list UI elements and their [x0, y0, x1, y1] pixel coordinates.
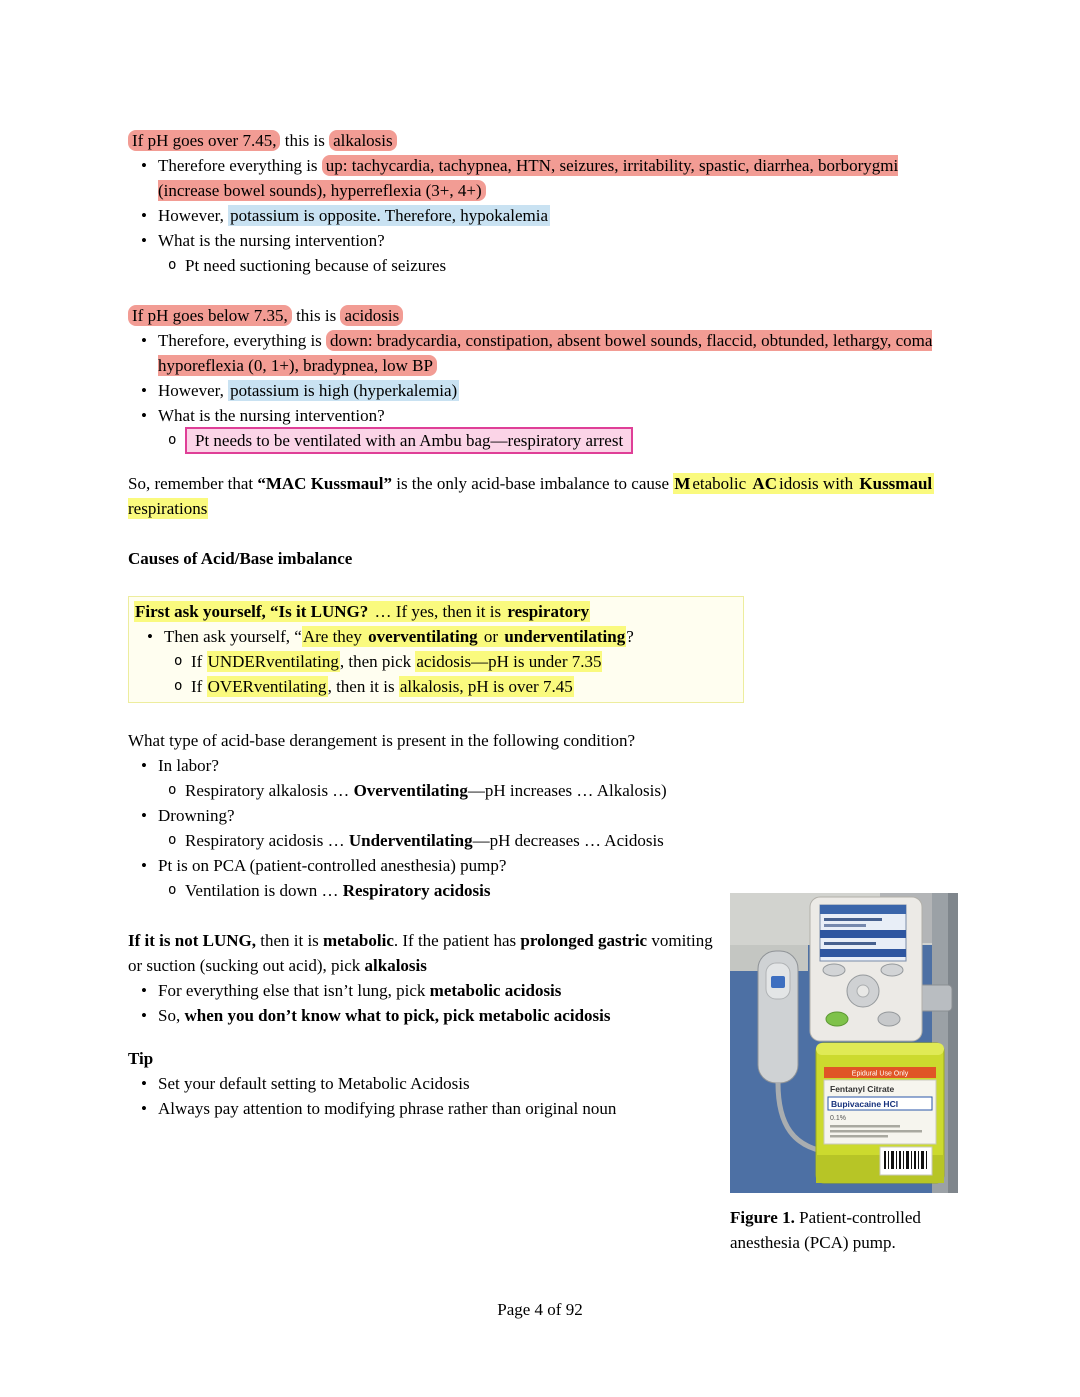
text-segment: So, — [158, 1006, 185, 1025]
text-segment: If — [191, 677, 207, 696]
text-segment: Underventilating — [348, 831, 473, 850]
text-segment: Drowning? — [158, 806, 235, 825]
spacer — [128, 571, 958, 596]
paragraph — [128, 928, 713, 978]
list-item — [128, 1003, 713, 1028]
paragraph — [134, 599, 738, 624]
bullet-marker: o — [168, 782, 177, 798]
text-segment: potassium is opposite. Therefore, hypokalemia — [230, 206, 549, 225]
text-segment: Kussmaul — [859, 474, 933, 493]
bullet-marker: o — [168, 432, 177, 448]
section-heading — [128, 546, 958, 571]
text-segment: Respiratory acidosis … — [185, 831, 349, 850]
pump-stop-button — [878, 1012, 900, 1026]
text-segment: overventilating — [368, 627, 478, 646]
concentration-text: 0.1% — [830, 1115, 846, 1122]
pump-device — [810, 897, 922, 1041]
paragraph — [128, 728, 958, 753]
text-segment: Therefore, everything is — [158, 331, 327, 350]
text-segment: ? — [626, 627, 634, 646]
page-number: Page 4 of 92 — [497, 1300, 583, 1319]
text-segment: Respiratory acidosis — [342, 881, 491, 900]
epidural-banner-text: Epidural Use Only — [851, 1070, 909, 1078]
text-segment: OVERventilating — [207, 677, 327, 696]
list-item — [128, 803, 958, 828]
bullet-marker: o — [168, 832, 177, 848]
text-segment: acidosis — [340, 305, 403, 326]
text-segment: up: tachycardia, tachypnea, HTN, seizures, irritability, spastic, diarrhea, borborygmi (increase bowel sounds), hyperreflexia (3+, 4+) — [158, 156, 899, 200]
spacer — [128, 703, 958, 728]
text-segment: acidosis—pH is under 7.35 — [416, 652, 602, 671]
text-segment: However, — [158, 206, 229, 225]
pole-clamp — [918, 985, 952, 1011]
text-segment: … If yes, then it is — [370, 602, 506, 621]
text-segment: If it is not LUNG, — [128, 931, 256, 950]
text-segment: when you don’t know what to pick, pick metabolic acidosis — [184, 1006, 611, 1025]
text-segment: , then it is — [327, 677, 399, 696]
pca-pump-illustration — [730, 893, 958, 1193]
text-segment: If pH goes below 7.35, — [128, 305, 292, 326]
text-segment: Set your default setting to Metabolic Acidosis — [158, 1074, 470, 1093]
sub-list-item — [128, 428, 958, 453]
list-item — [128, 753, 958, 778]
spacer — [128, 453, 958, 471]
text-segment: this is — [291, 306, 341, 325]
bullet-marker: • — [141, 406, 147, 425]
text-segment: Therefore everything is — [158, 156, 322, 175]
text-segment: AC — [752, 474, 777, 493]
text-segment: . If the patient has — [393, 931, 521, 950]
text-segment: UNDERventilating — [207, 652, 339, 671]
text-segment: What is the nursing intervention? — [158, 406, 385, 425]
text-segment: If — [191, 652, 207, 671]
list-item — [128, 228, 958, 253]
callout-box — [128, 596, 744, 703]
text-segment: In labor? — [158, 756, 219, 775]
text-segment: —pH decreases … Acidosis — [472, 831, 664, 850]
spacer — [128, 278, 958, 303]
figure-caption — [730, 1205, 925, 1255]
text-segment: Pt need suctioning because of seizures — [185, 256, 447, 275]
text-segment: If pH goes over 7.45, — [128, 130, 280, 151]
bupivacaine-label-text: Bupivacaine HCl — [831, 1099, 899, 1109]
paragraph — [128, 471, 958, 521]
list-item — [128, 403, 958, 428]
paragraph — [128, 128, 958, 153]
list-item — [128, 203, 958, 228]
bullet-marker: • — [141, 381, 147, 400]
list-item — [128, 378, 958, 403]
sub-list-item — [128, 828, 958, 853]
bullet-marker: • — [141, 206, 147, 225]
text-segment: respirations — [128, 473, 934, 519]
text-segment: vomiting or suction (sucking out acid), pick — [128, 931, 713, 975]
text-segment: M — [674, 474, 691, 493]
text-segment: idosis with — [778, 474, 858, 493]
text-segment: What is the nursing intervention? — [158, 231, 385, 250]
paragraph — [128, 303, 958, 328]
text-segment: then it is — [255, 931, 324, 950]
text-segment: alkalosis — [364, 956, 427, 975]
pca-pump-photo — [730, 893, 958, 1193]
text-segment: metabolic — [323, 931, 394, 950]
text-segment: respiratory — [507, 602, 590, 621]
text-segment: this is — [280, 131, 330, 150]
text-segment: metabolic acidosis — [429, 981, 562, 1000]
bullet-marker: • — [141, 231, 147, 250]
spacer — [128, 521, 958, 546]
text-segment: Ventilation is down … — [185, 881, 343, 900]
bullet-marker: o — [168, 257, 177, 273]
text-segment: Always pay attention to modifying phrase rather than original noun — [158, 1099, 617, 1118]
text-segment: prolonged gastric — [520, 931, 648, 950]
bullet-marker: • — [141, 1074, 147, 1093]
bullet-marker: • — [141, 156, 147, 175]
bullet-marker: o — [174, 653, 183, 669]
text-segment: Pt is on PCA (patient-controlled anesthesia) pump? — [158, 856, 507, 875]
remote-button — [771, 976, 785, 988]
figure-caption-text: Patient-controlled anesthesia (PCA) pump. — [730, 1208, 921, 1252]
text-segment: alkalosis, pH is over 7.45 — [399, 677, 573, 696]
barcode — [880, 1147, 932, 1175]
text-segment: underventilating — [504, 627, 626, 646]
sub-list-item — [134, 674, 738, 699]
text-segment: First ask yourself, “Is it LUNG? — [135, 602, 369, 621]
text-segment: , then pick — [339, 652, 416, 671]
sub-list-item — [134, 649, 738, 674]
bullet-marker: • — [141, 856, 147, 875]
list-item — [134, 624, 738, 649]
text-segment: —pH increases … Alkalosis) — [467, 781, 667, 800]
text-segment: So, remember that — [128, 474, 258, 493]
pump-start-button — [826, 1012, 848, 1026]
list-item — [128, 978, 713, 1003]
bullet-marker: • — [141, 331, 147, 350]
text-segment: Overventilating — [353, 781, 468, 800]
bullet-marker: o — [168, 882, 177, 898]
text-segment: potassium is high (hyperkalemia) — [230, 381, 458, 400]
pump-soft-key-left — [823, 964, 845, 976]
text-segment: Respiratory alkalosis … — [185, 781, 354, 800]
sub-list-item — [128, 778, 958, 803]
bullet-marker: o — [174, 678, 183, 694]
list-item — [128, 1071, 713, 1096]
bullet-marker: • — [141, 806, 147, 825]
text-segment: down: bradycardia, constipation, absent bowel sounds, flaccid, obtunded, lethargy, coma hyporeflexia (0, 1+), bradypnea, low BP — [158, 331, 933, 375]
fentanyl-label-text: Fentanyl Citrate — [830, 1084, 895, 1094]
bullet-marker: • — [141, 1099, 147, 1118]
sub-list-item — [128, 253, 958, 278]
medication-cassette — [816, 1043, 944, 1183]
text-segment: etabolic — [692, 474, 751, 493]
text-segment: “MAC Kussmaul” — [257, 474, 392, 493]
text-segment: Pt needs to be ventilated with an Ambu bag—respiratory arrest — [185, 427, 633, 454]
bullet-marker: • — [141, 981, 147, 1000]
list-item — [128, 153, 958, 203]
text-segment: Then ask yourself, “ — [164, 627, 302, 646]
text-segment: Are they — [302, 627, 367, 646]
text-segment: What type of acid-base derangement is present in the following condition? — [128, 731, 636, 750]
figure-label: Figure 1. — [730, 1208, 795, 1227]
bullet-marker: • — [141, 1006, 147, 1025]
text-segment: alkalosis — [329, 130, 397, 151]
text-segment: However, — [158, 381, 229, 400]
text-segment: Tip — [128, 1049, 154, 1068]
text-segment: is the only acid-base imbalance to cause — [391, 474, 674, 493]
bullet-marker: • — [141, 756, 147, 775]
pump-soft-key-right — [881, 964, 903, 976]
text-segment: or — [479, 627, 503, 646]
section-heading — [128, 1046, 713, 1071]
bullet-marker: • — [147, 627, 153, 646]
list-item — [128, 1096, 713, 1121]
text-segment: For everything else that isn’t lung, pick — [158, 981, 430, 1000]
list-item — [128, 328, 958, 378]
figure-1 — [730, 893, 958, 1255]
list-item — [128, 853, 958, 878]
text-segment: Causes of Acid/Base imbalance — [128, 549, 353, 568]
